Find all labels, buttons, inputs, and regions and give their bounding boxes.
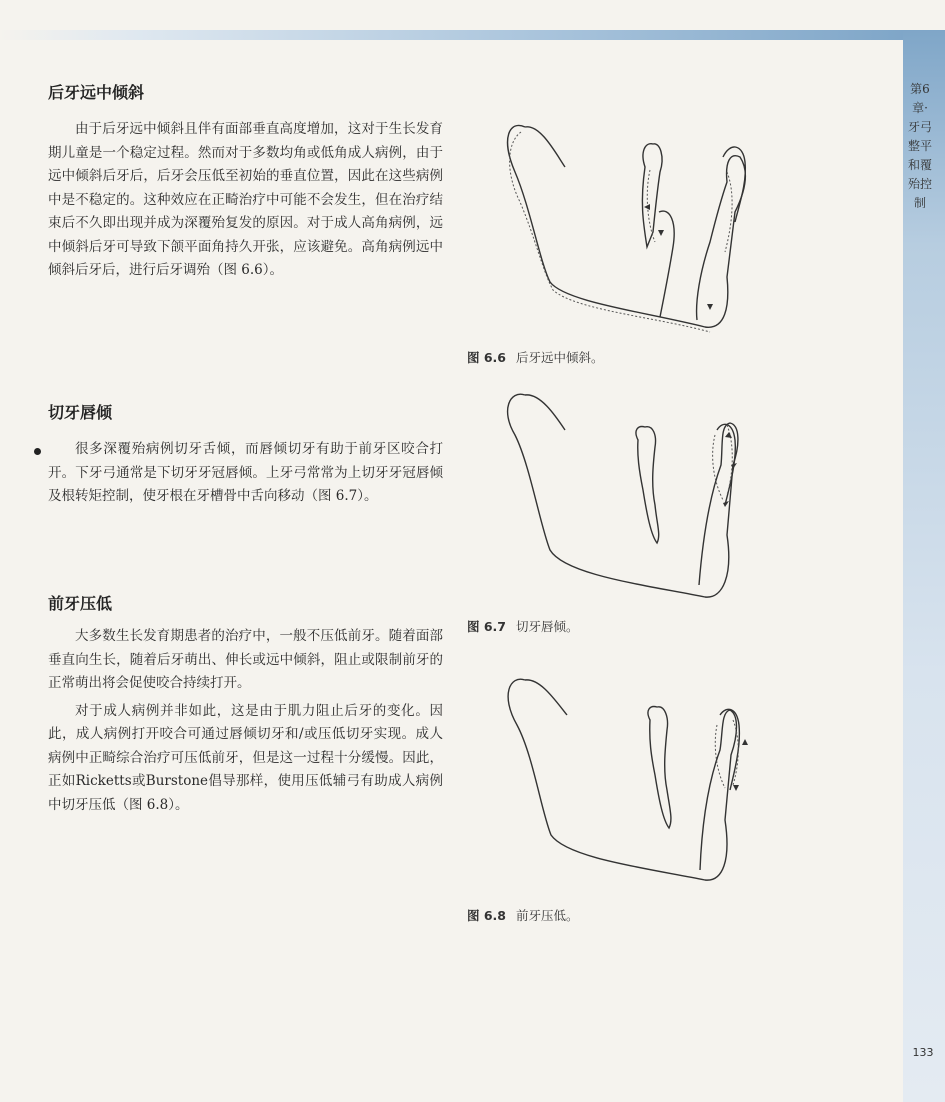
- figure-6-6-caption: [467, 348, 604, 366]
- figure-caption-text: 切牙唇倾。: [516, 619, 579, 634]
- figure-6-6-drawing: [495, 112, 765, 337]
- section-body-anterior-intrusion: [48, 625, 443, 817]
- paragraph: 由于后牙远中倾斜且伴有面部垂直高度增加，这对于生长发育期儿童是一个稳定过程。然而对于多数均角或低角成人病例，由于远中倾斜后牙后，后牙会压低至初始的垂直位置，因此在这些病例中是不稳定的。这种效应在正畸治疗中可能不会发生，但在治疗结束后不久即出现并成为深覆殆复发的原因。对于成人高角病例，远中倾斜后牙可导致下颌平面角持久开张，应该避免。高角病例远中倾斜后牙后，进行后牙调殆（图 6.6）。: [48, 121, 443, 278]
- paragraph: 大多数生长发育期患者的治疗中，一般不压低前牙。随着面部垂直向生长，随着后牙萌出、伸长或远中倾斜，阻止或限制前牙的正常萌出将会促使咬合持续打开。: [48, 628, 443, 691]
- chapter-title: 第6章·牙弓整平和覆殆控制: [907, 82, 932, 210]
- figure-label: 图 6.7: [467, 619, 506, 634]
- figure-caption-text: 前牙压低。: [516, 908, 579, 923]
- paragraph: 对于成人病例并非如此，这是由于肌力阻止后牙的变化。因此，成人病例打开咬合可通过唇倾切牙和/或压低切牙实现。成人病例中正畸综合治疗可压低前牙，但是这一过程十分缓慢。因此，正如Ricketts或Burstone倡导那样，使用压低辅弓有助成人病例中切牙压低（图 6.8）。: [48, 702, 443, 813]
- section-heading-anterior-intrusion: 前牙压低: [48, 594, 113, 613]
- section-body-distal-tipping: [48, 118, 443, 283]
- figure-6-7-drawing: [495, 385, 765, 610]
- figure-6-8-drawing: [495, 670, 765, 895]
- section-body-incisor-proclination: [48, 438, 443, 509]
- bullet-mark: [34, 448, 41, 455]
- page-number: 133: [912, 1046, 934, 1059]
- paragraph: 很多深覆殆病例切牙舌倾，而唇倾切牙有助于前牙区咬合打开。下牙弓通常是下切牙牙冠唇倾。上牙弓常常为上切牙牙冠唇倾及根转矩控制，使牙根在牙槽骨中舌向移动（图 6.7）。: [48, 441, 443, 504]
- section-heading-distal-tipping: 后牙远中倾斜: [48, 83, 145, 102]
- figure-label: 图 6.8: [467, 908, 506, 923]
- section-heading-incisor-proclination: 切牙唇倾: [48, 403, 113, 422]
- figure-6-7-caption: [467, 617, 579, 635]
- figure-6-8-caption: [467, 906, 579, 924]
- figure-label: 图 6.6: [467, 350, 506, 365]
- figure-caption-text: 后牙远中倾斜。: [516, 350, 604, 365]
- top-color-bar: [0, 30, 903, 40]
